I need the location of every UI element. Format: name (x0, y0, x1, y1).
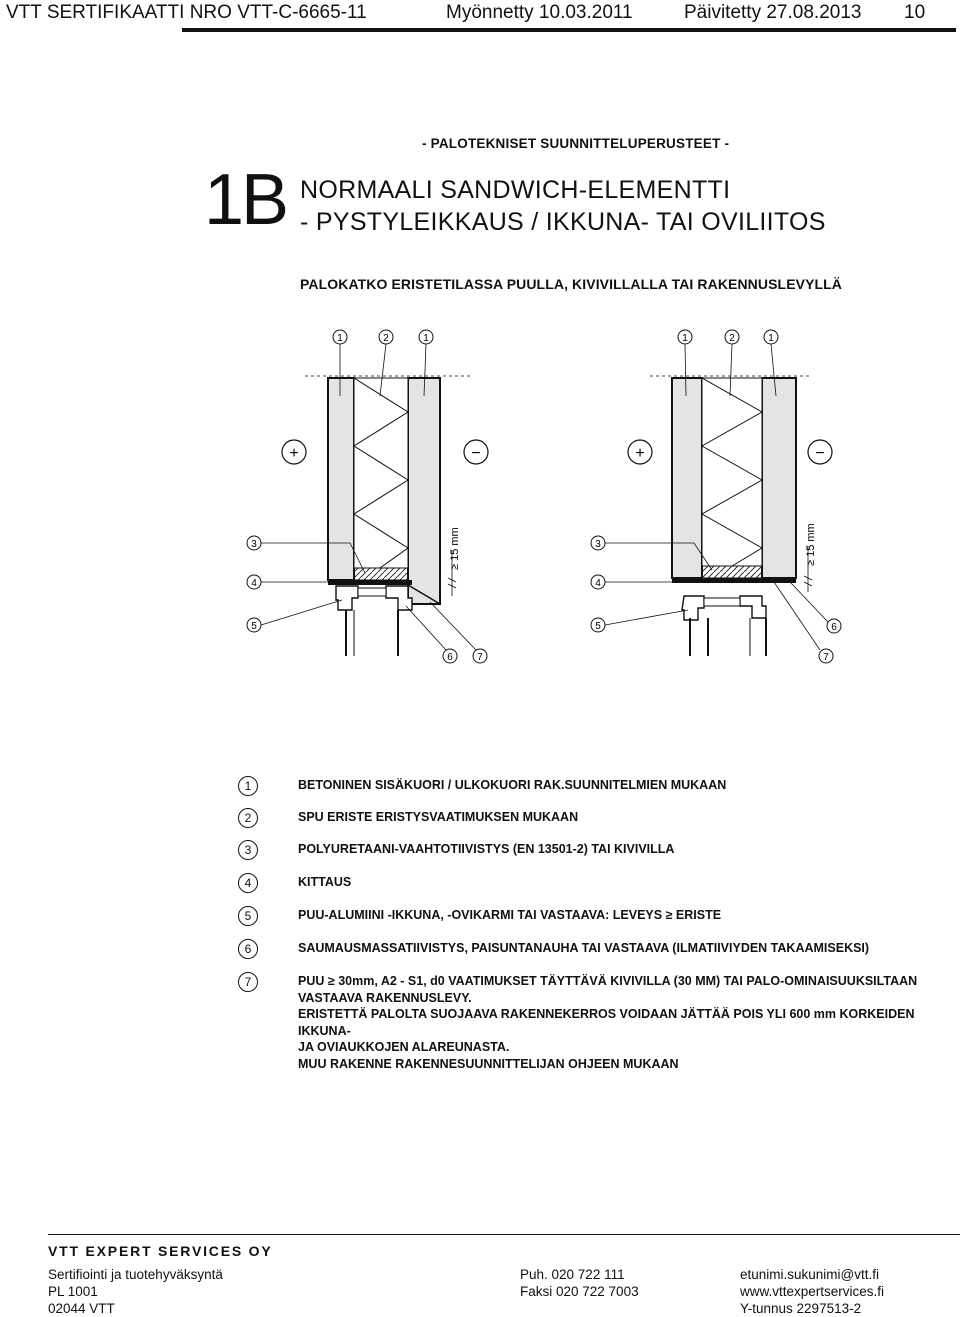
footer-dept: Sertifiointi ja tuotehyväksyntä (48, 1267, 223, 1282)
drawing-title-line1: NORMAALI SANDWICH-ELEMENTTI (300, 176, 731, 204)
legend-marker-2: 2 (238, 808, 258, 828)
footer-phone: Puh. 020 722 111 (520, 1267, 625, 1282)
marker-4: 4 (251, 578, 257, 589)
marker-2: 2 (383, 333, 389, 344)
marker-2-right: 2 (729, 333, 735, 344)
legend-marker-3: 3 (238, 840, 258, 860)
cold-side-symbol-left: − (471, 445, 481, 462)
legend-text-7-line4: JA OVIAUKKOJEN ALAREUNASTA. (298, 1040, 510, 1054)
footer-fax: Faksi 020 722 7003 (520, 1284, 639, 1299)
drawing-subtitle: PALOKATKO ERISTETILASSA PUULLA, KIVIVILLALLA TAI RAKENNUSLEVYLLÄ (300, 276, 843, 292)
marker-3-right: 3 (595, 539, 601, 550)
cold-side-symbol-right: − (815, 445, 825, 462)
warm-side-symbol-left: + (289, 445, 299, 462)
marker-3: 3 (251, 539, 257, 550)
footer-postcode: 02044 VTT (48, 1301, 115, 1316)
legend-text-3: POLYURETAANI-VAAHTOTIIVISTYS (EN 13501-2) TAI KIVIVILLA (298, 842, 675, 856)
footer-address (48, 1266, 223, 1317)
marker-1: 1 (337, 333, 343, 344)
marker-6-right: 6 (831, 622, 837, 633)
footer-phones (520, 1266, 639, 1300)
footer-email[interactable]: etunimi.sukunimi@vtt.fi (740, 1267, 879, 1282)
section-title: - PALOTEKNISET SUUNNITTELUPERUSTEET - (422, 136, 730, 151)
page-number: 10 (904, 2, 926, 23)
footer-business-id: Y-tunnus 2297513-2 (740, 1301, 862, 1316)
issued-date: Myönnetty 10.03.2011 (446, 2, 633, 23)
legend-marker-7: 7 (238, 972, 258, 992)
marker-6: 6 (447, 652, 453, 663)
marker-1b: 1 (423, 333, 429, 344)
legend-marker-4: 4 (238, 873, 258, 893)
other-structure-note: MUU RAKENNE RAKENNESUUNNITTELIJAN OHJEEN MUKAAN (298, 1057, 679, 1071)
footer-company: VTT EXPERT SERVICES OY (48, 1243, 273, 1259)
legend-marker-6: 6 (238, 939, 258, 959)
certificate-number: VTT SERTIFIKAATTI NRO VTT-C-6665-11 (6, 2, 367, 23)
marker-4-right: 4 (595, 578, 601, 589)
legend-text-2: SPU ERISTE ERISTYSVAATIMUKSEN MUKAAN (298, 810, 579, 824)
footer-pobox: PL 1001 (48, 1284, 98, 1299)
right-detail (591, 330, 841, 663)
section-drawing (0, 320, 960, 680)
dimension-right: ≥ 15 mm (805, 523, 817, 566)
legend-text-4: KITTAUS (298, 875, 352, 889)
legend-marker-1: 1 (238, 776, 258, 796)
marker-5: 5 (251, 621, 257, 632)
left-detail (247, 330, 488, 663)
footer-rule (48, 1234, 960, 1235)
marker-7: 7 (477, 652, 483, 663)
updated-date: Päivitetty 27.08.2013 (684, 2, 862, 23)
marker-1b-right: 1 (768, 333, 774, 344)
footer-website[interactable]: www.vttexpertservices.fi (740, 1284, 885, 1299)
drawing-title-line2: - PYSTYLEIKKAUS / IKKUNA- TAI OVILIITOS (300, 208, 826, 236)
legend-text-5: PUU-ALUMIINI -IKKUNA, -OVIKARMI TAI VASTAAVA: LEVEYS ≥ ERISTE (298, 908, 722, 922)
header-rule (182, 28, 956, 32)
marker-1-right: 1 (682, 333, 688, 344)
marker-5-right: 5 (595, 621, 601, 632)
legend-text-7-line3: ERISTETTÄ PALOLTA SUOJAAVA RAKENNEKERROS VOIDAAN JÄTTÄÄ POIS YLI 600 mm KORKEIDEN IKKUNA- (298, 1007, 915, 1038)
marker-7-right: 7 (823, 652, 829, 663)
footer-contacts (740, 1266, 884, 1317)
legend-marker-5: 5 (238, 906, 258, 926)
page-header (0, 0, 960, 34)
legend-text-6: SAUMAUSMASSATIIVISTYS, PAISUNTANAUHA TAI VASTAAVA (ILMATIIVIYDEN TAKAAMISEKSI) (298, 941, 870, 955)
dimension-left: ≥ 15 mm (449, 527, 461, 570)
legend-text-7-line2: VASTAAVA RAKENNUSLEVY. (298, 990, 472, 1005)
warm-side-symbol-right: + (635, 445, 645, 462)
legend-text-7 (298, 973, 948, 1056)
legend-text-7-line1: PUU ≥ 30mm, A2 - S1, d0 VAATIMUKSET TÄYTTÄVÄ KIVIVILLA (30 MM) TAI PALO-OMINAISUUKSILTAAN (298, 974, 918, 988)
drawing-code: 1B (204, 160, 287, 240)
legend-text-1: BETONINEN SISÄKUORI / ULKOKUORI RAK.SUUNNITELMIEN MUKAAN (298, 778, 727, 792)
